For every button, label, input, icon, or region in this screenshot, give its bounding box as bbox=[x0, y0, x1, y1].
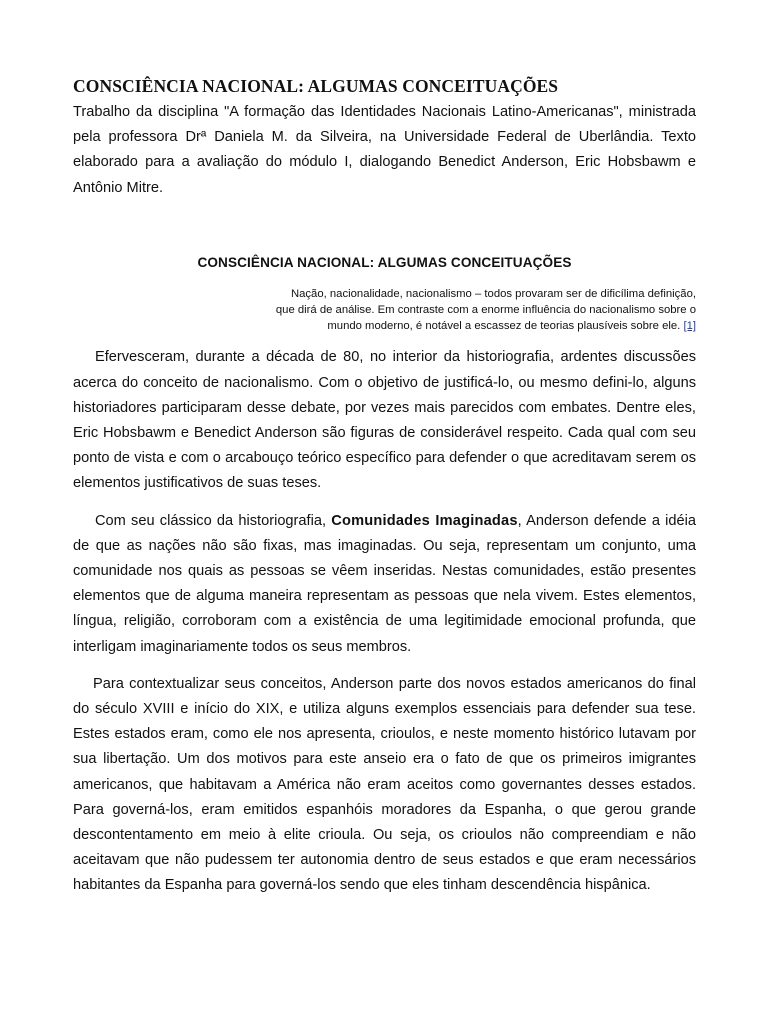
body-paragraph-2 bbox=[73, 509, 696, 660]
paragraph-2-after: , Anderson defende a idéia de que as nações não são fixas, mas imaginadas. Ou seja, representam um conjunto, uma comunidade nos quais as pessoas se vêem inseridas. Nestas comunidades, estão presentes elementos que de alguma maneira representam as pessoas que nela vivem. Estes elementos, língua, religião, corroboram com a existência de uma legitimidade emocional profunda, que interligam imaginariamente todos os seus membros. bbox=[73, 512, 696, 655]
epigraph-line-1: Nação, nacionalidade, nacionalismo – todos provaram ser de dificílima definição, bbox=[290, 287, 696, 300]
document-title: CONSCIÊNCIA NACIONAL: ALGUMAS CONCEITUAÇÕES bbox=[73, 76, 559, 96]
book-title-emphasis: Comunidades Imaginadas bbox=[331, 512, 518, 529]
epigraph-line-3 bbox=[73, 318, 696, 334]
epigraph bbox=[73, 286, 696, 335]
body-paragraph-1: Efervesceram, durante a década de 80, no interior da historiografia, ardentes discussões acerca do conceito de nacionalismo. Com o objetivo de justificá-lo, ou mesmo defini-lo, alguns historiadores participaram desse debate, por vezes mais parecidos com embates. Dentre eles, Eric Hobsbawm e Benedict Anderson são figuras de considerável respeito. Cada qual com seu ponto de vista e com o arcabouço teórico específico para defender o que acreditavam serem os elementos justificativos de suas teses. bbox=[73, 349, 696, 492]
intro-paragraph: Trabalho da disciplina "A formação das Identidades Nacionais Latino-Americanas", ministrada pela professora Drª Daniela M. da Silveira, na Universidade Federal de Uberlândia. Texto elaborado para a avaliação do módulo I, dialogando Benedict Anderson, Eric Hobsbawm e Antônio Mitre. bbox=[73, 104, 696, 196]
document-page bbox=[73, 74, 696, 899]
section-title: CONSCIÊNCIA NACIONAL: ALGUMAS CONCEITUAÇÕES bbox=[197, 254, 572, 270]
paragraph-2-before: Com seu clássico da historiografia, bbox=[95, 512, 332, 529]
body-paragraph-3: Para contextualizar seus conceitos, Anderson parte dos novos estados americanos do final do século XVIII e início do XIX, e utiliza alguns exemplos essenciais para defender sua tese. Estes estados eram, como ele nos apresenta, crioulos, e neste momento histórico lutavam por sua libertação. Um dos motivos para este anseio era o fato de que os primeiros imigrantes americanos, que habitavam a América não eram aceitos como governantes desses estados. Para governá-los, eram emitidos espanhóis moradores da Espanha, o que gerou grande descontentamento em meio à elite crioula. Ou seja, os crioulos não compreendiam e não aceitavam que não pudessem ter autonomia dentro de seus estados e que eram necessários habitantes da Espanha para governá-los sendo que eles tinham descendência hispânica. bbox=[73, 675, 696, 894]
footnote-link[interactable]: [1] bbox=[683, 320, 696, 333]
epigraph-line-2: que dirá de análise. Em contraste com a enorme influência do nacionalismo sobre o bbox=[275, 304, 696, 317]
epigraph-line-3-text: mundo moderno, é notável a escassez de teorias plausíveis sobre ele. bbox=[327, 320, 681, 333]
